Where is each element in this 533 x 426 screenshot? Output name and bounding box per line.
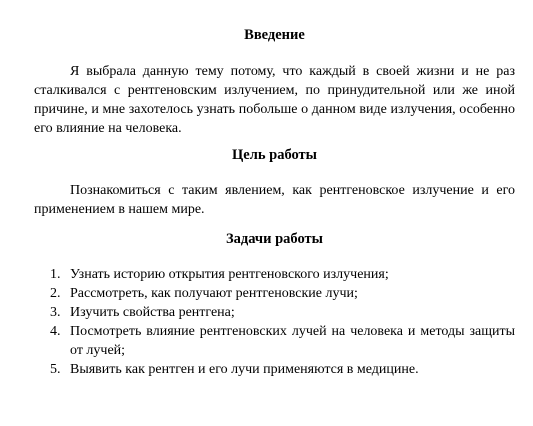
- goal-heading: Цель работы: [231, 147, 318, 163]
- list-item-text: Узнать историю открытия рентгеновского излучения;: [70, 267, 389, 282]
- list-item: [34, 303, 515, 322]
- list-item: [34, 265, 515, 284]
- list-item: [34, 284, 515, 303]
- tasks-list: [34, 265, 515, 379]
- list-item-text: Выявить как рентген и его лучи применяются в медицине.: [70, 362, 419, 377]
- list-item: [34, 322, 515, 360]
- list-item: [34, 360, 515, 379]
- list-item-number: 4.: [50, 324, 61, 339]
- list-item-number: 5.: [50, 362, 61, 377]
- goal-paragraph: Познакомиться с таким явлением, как рентгеновское излучение и его применением в нашем мире.: [34, 183, 515, 217]
- list-item-number: 3.: [50, 305, 61, 320]
- list-item-text: Изучить свойства рентгена;: [70, 305, 235, 320]
- list-item-text: Посмотреть влияние рентгеновских лучей на человека и методы защиты от лучей;: [70, 324, 515, 358]
- list-item-number: 1.: [50, 267, 61, 282]
- list-item-text: Рассмотреть, как получают рентгеновские лучи;: [70, 286, 358, 301]
- list-item-number: 2.: [50, 286, 61, 301]
- intro-paragraph: Я выбрала данную тему потому, что каждый в своей жизни и не раз сталкивался с рентгеновским излучением, по принудительной или же иной причине, и мне захотелось узнать побольше о данном виде излучения, особенно его влияние на человека.: [34, 64, 515, 136]
- tasks-heading: Задачи работы: [226, 231, 323, 247]
- intro-heading: Введение: [244, 27, 305, 43]
